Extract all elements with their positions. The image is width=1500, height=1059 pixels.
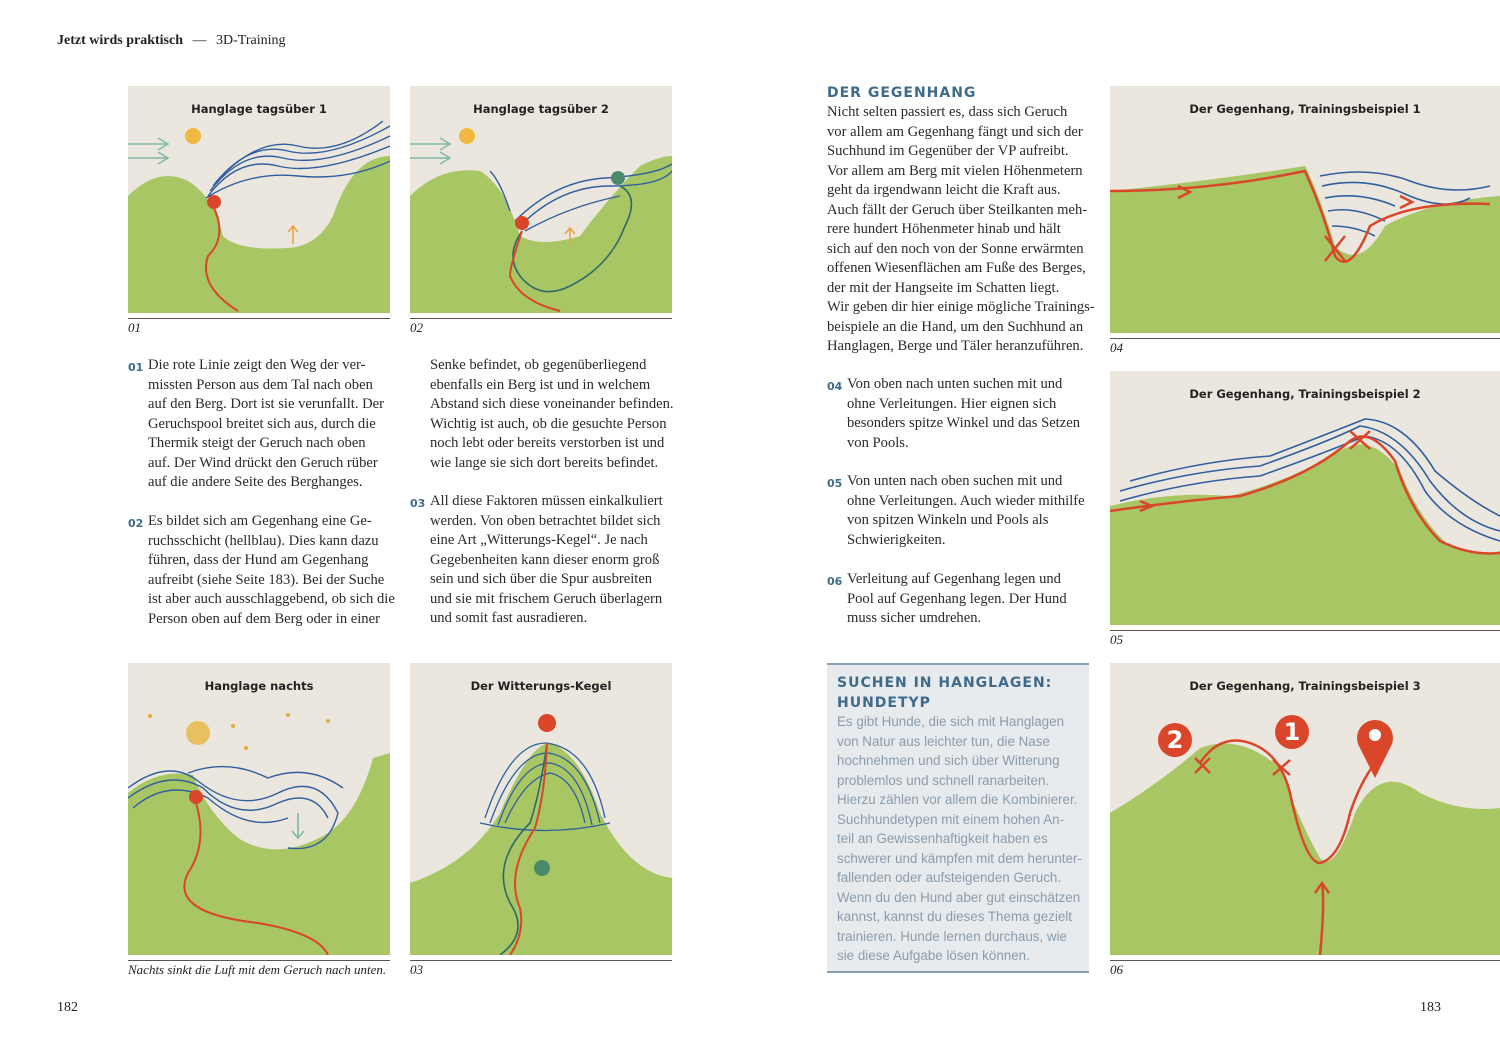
figure-gegenhang-2: [1110, 371, 1500, 625]
figure-caption: 06: [1110, 962, 1123, 977]
moon-icon: [186, 721, 210, 745]
mountain-illustration: [1110, 371, 1500, 625]
up-arrow-icon: [288, 226, 298, 244]
figure-hanglage-nachts: [128, 663, 390, 955]
page-number-right: 183: [1420, 1000, 1441, 1015]
item-text: Es bildet sich am Gegenhang eine Ge- ruchsschicht (hellblau). Dies kann dazu führen, dass der Hund am Gegenhang aufreibt (siehe Seite 183). Bei der Suche ist aber auch ausschlaggebend, ob sich die Person oben auf dem Berg oder in einer: [148, 513, 395, 627]
figure-gegenhang-3: [1110, 663, 1500, 955]
item-text-continued: Senke befindet, ob gegenüberliegend ebenfalls ein Berg ist und in welchem Abstand sich diese voneinander befinden. Wichtig ist auch, ob die gesuchte Person noch lebt oder bereits verstorben ist und wie lange sie sich dort bereits befindet.: [430, 357, 674, 471]
figure-gegenhang-1: [1110, 86, 1500, 333]
wind-arrow-icon: [128, 138, 168, 164]
item-text: All diese Faktoren müssen einkalkuliert werden. Von oben betrachtet bildet sich eine Art „Witterungs-Kegel“. Je nach Gegebenheiten kann dieser enorm groß sein und sich über die Spur ausbreiten und sie mit frischem Geruch überlagern und somit fast ausradieren.: [430, 493, 663, 626]
info-box-text: Es gibt Hunde, die sich mit Hanglagen von Natur aus leichter tun, die Nase hochnehmen und sich über Witterung problemlos und schnell ranarbeiten. Hierzu zählen vor allem die Kombinierer. Suchhundetypen mit einem hohen An- teil an Gewissenhaftigkeit haben es schwerer und kämpfen mit dem herunter- fallenden oder aufsteigenden Geruch. Wenn du den Hund aber gut einschätzen kannst, kannst du dieses Thema gezielt trainieren. Hunde lernen durchaus, wie sie diese Aufgabe lösen können.: [837, 714, 1082, 963]
figure-caption: Nachts sinkt die Luft mit dem Geruch nach unten.: [128, 962, 387, 977]
figure-caption: 05: [1110, 632, 1123, 647]
wind-arrow-icon: [410, 138, 450, 164]
figure-witterungs-kegel: [410, 663, 672, 955]
item-number: 06: [827, 575, 843, 588]
marker-1: 1: [1275, 715, 1309, 749]
figure-caption: 04: [1110, 340, 1123, 355]
figure-rule: [1110, 960, 1500, 961]
figure-title: Hanglage tagsüber 1: [191, 102, 327, 116]
figure-hanglage-tagsueber-1: [128, 86, 390, 313]
figure-title: Der Witterungs-Kegel: [470, 679, 612, 693]
star-icons: [148, 713, 330, 750]
person-pin-icon: [538, 714, 556, 732]
figure-title: Hanglage tagsüber 2: [473, 102, 609, 116]
figure-rule: [128, 960, 390, 961]
figure-title: Der Gegenhang, Trainingsbeispiel 3: [1189, 679, 1421, 693]
figure-rule: [410, 960, 672, 961]
dog-pin-icon: [611, 171, 625, 185]
item-number: 02: [128, 517, 144, 530]
mountain-illustration: [128, 86, 390, 313]
mountain-illustration: [410, 86, 672, 313]
sun-icon: [185, 128, 201, 144]
page-number-left: 182: [57, 1000, 78, 1015]
chapter-title: Jetzt wirds praktisch: [57, 33, 183, 48]
running-header: [57, 33, 286, 49]
figure-caption: 02: [410, 320, 423, 335]
dog-pin-icon: [534, 860, 550, 876]
item-text: Die rote Linie zeigt den Weg der ver- missten Person aus dem Tal nach oben auf den Berg. Dort ist sie verunfallt. Der Geruchspool breitet sich aus, durch die Thermik steigt der Geruch nach oben auf. Der Wind drückt den Geruch rüber auf die andere Seite des Berghanges.: [148, 357, 385, 490]
section-title: 3D-Training: [216, 33, 286, 48]
item-text: Verleitung auf Gegenhang legen und Pool auf Gegenhang legen. Der Hund muss sicher umdrehen.: [847, 571, 1067, 626]
figure-rule: [410, 318, 672, 319]
item-number: 05: [827, 477, 843, 490]
item-text: Von oben nach unten suchen mit und ohne Verleitungen. Hier eignen sich besonders spitze Winkel und das Setzen von Pools.: [847, 376, 1080, 451]
figure-title: Der Gegenhang, Trainingsbeispiel 2: [1189, 387, 1421, 401]
item-number: 03: [410, 497, 426, 510]
marker-2: 2: [1158, 723, 1192, 757]
figure-rule: [128, 318, 390, 319]
item-number: 04: [827, 380, 843, 393]
down-arrow-icon: [292, 813, 304, 838]
figure-hanglage-tagsueber-2: [410, 86, 672, 313]
person-pin-icon: [207, 195, 221, 209]
info-box-title: SUCHEN IN HANGLAGEN: HUNDETYP: [837, 675, 1053, 711]
person-pin-icon: [189, 790, 203, 804]
sun-icon: [459, 128, 475, 144]
intro-text: Nicht selten passiert es, dass sich Geruch vor allem am Gegenhang fängt und sich der Suchhund im Gegenüber der VP aufreibt. Vor allem am Berg mit vielen Höhenmetern geht da irgendwann leicht die Kraft aus. Auch fällt der Geruch über Steilkanten meh- rere hundert Höhenmeter hinab und hält sich auf den noch von der Sonne erwärmten offenen Wiesenflächen am Fuße des Berges, der mit der Hangseite im Schatten liegt. Wir geben dir hier einige mögliche Trainings- beispiele an die Hand, um den Suchhund an Hanglagen, Berge und Täler heranzuführen.: [827, 104, 1095, 354]
mountain-illustration: [128, 663, 390, 955]
info-box-hundetyp: [827, 663, 1089, 973]
item-number: 01: [128, 361, 144, 374]
figure-title: Hanglage nachts: [204, 679, 314, 693]
mountain-illustration: [410, 663, 672, 955]
figure-caption: 03: [410, 962, 423, 977]
item-text: Von unten nach oben suchen mit und ohne Verleitungen. Auch wieder mithilfe von spitzen Winkeln und Pools als Schwierigkeiten.: [847, 473, 1085, 548]
header-separator: —: [192, 33, 207, 48]
mountain-illustration: [1110, 663, 1500, 955]
figure-caption: 01: [128, 320, 141, 335]
section-heading: DER GEGENHANG: [827, 85, 977, 101]
figure-rule: [1110, 338, 1500, 339]
person-pin-icon: [515, 216, 529, 230]
mountain-illustration: [1110, 86, 1500, 333]
figure-rule: [1110, 630, 1500, 631]
figure-title: Der Gegenhang, Trainingsbeispiel 1: [1189, 102, 1421, 116]
